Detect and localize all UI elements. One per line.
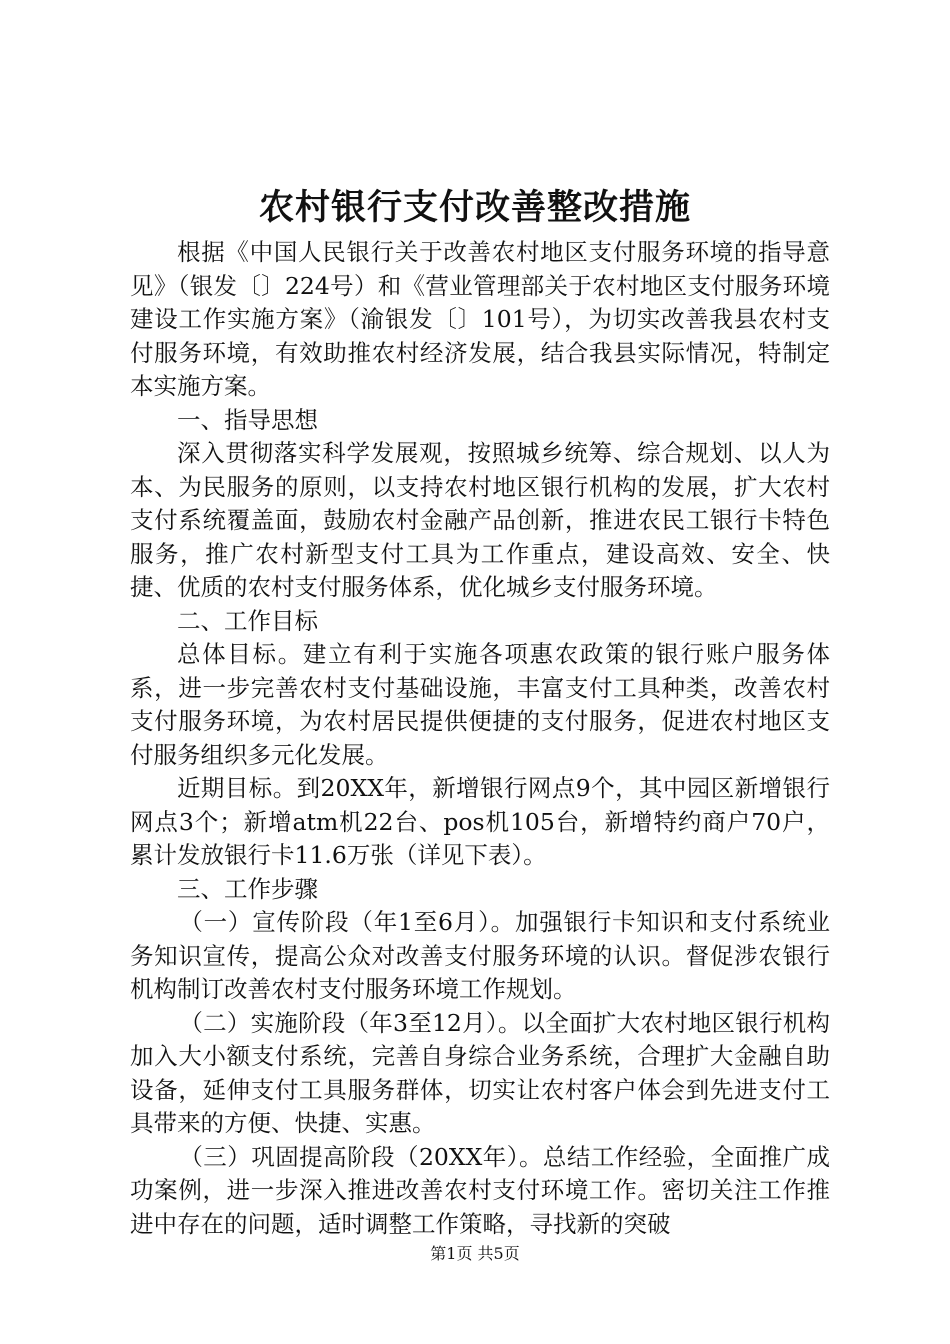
paragraph-guiding-thought: 深入贯彻落实科学发展观，按照城乡统筹、综合规划、以人为本、为民服务的原则，以支持农村地区银行机构的发展，扩大农村支付系统覆盖面，鼓励农村金融产品创新，推进农民工银行卡特色服务，推广农村新型支付工具为工作重点，建设高效、安全、快捷、优质的农村支付服务体系，优化城乡支付服务环境。 (130, 439, 830, 601)
paragraph-step-implementation: （二）实施阶段（年3至12月）。以全面扩大农村地区银行机构加入大小额支付系统，完善自身综合业务系统，合理扩大金融自助设备，延伸支付工具服务群体，切实让农村客户体会到先进支付工具带来的方便、快捷、实惠。 (130, 1008, 830, 1137)
document-title: 农村银行支付改善整改措施 (258, 187, 691, 228)
page-number-footer: 第1页 共5页 (430, 1244, 520, 1263)
paragraph-step-consolidation: （三）巩固提高阶段（20XX年）。总结工作经验，全面推广成功案例，进一步深入推进改善农村支付环境工作。密切关注工作推进中存在的问题，适时调整工作策略，寻找新的突破 (130, 1142, 830, 1238)
paragraph-overall-goal: 总体目标。建立有利于实施各项惠农政策的银行账户服务体系，进一步完善农村支付基础设施，丰富支付工具种类，改善农村支付服务环境，为农村居民提供便捷的支付服务，促进农村地区支付服务组织多元化发展。 (130, 640, 830, 769)
section-heading-guiding-thought: 一、指导思想 (177, 405, 318, 434)
section-heading-work-goals: 二、工作目标 (177, 606, 318, 635)
paragraph-intro: 根据《中国人民银行关于改善农村地区支付服务环境的指导意见》（银发〔〕224号）和《营业管理部关于农村地区支付服务环境建设工作实施方案》（渝银发〔〕101号），为切实改善我县农村支付服务环境，有效助推农村经济发展，结合我县实际情况，特制定本实施方案。 (130, 238, 830, 400)
document-body (130, 236, 830, 1241)
paragraph-step-publicity: （一）宣传阶段（年1至6月）。加强银行卡知识和支付系统业务知识宣传，提高公众对改善支付服务环境的认识。督促涉农银行机构制订改善农村支付服务环境工作规划。 (130, 908, 830, 1003)
section-heading-work-steps: 三、工作步骤 (177, 874, 318, 903)
paragraph-near-term-goal: 近期目标。到20XX年，新增银行网点9个，其中园区新增银行网点3个；新增atm机22台、pos机105台，新增特约商户70户，累计发放银行卡11.6万张（详见下表）。 (130, 774, 830, 869)
